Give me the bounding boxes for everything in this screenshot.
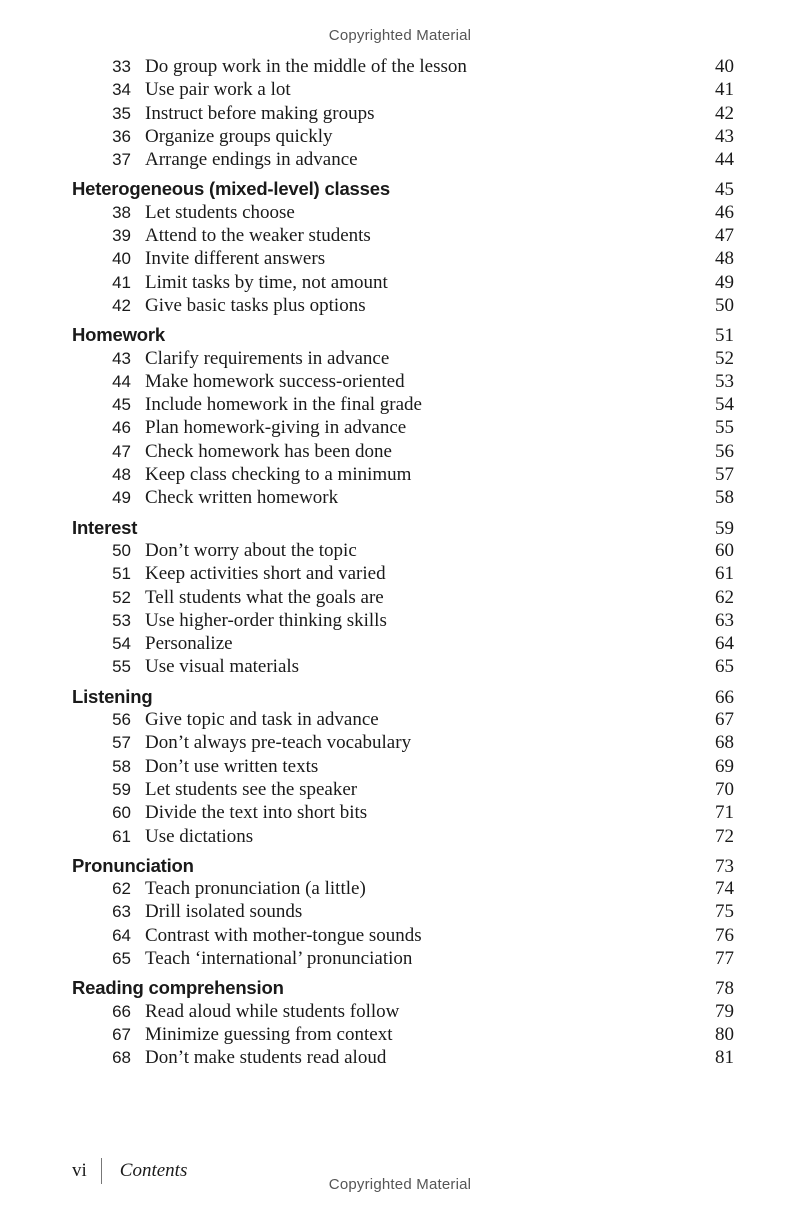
entry-title: Let students choose [145, 201, 295, 223]
entry-page-number: 40 [715, 56, 734, 77]
toc-section-heading [72, 324, 734, 347]
entry-number: 58 [112, 756, 131, 776]
entry-page-number: 62 [715, 586, 734, 608]
entry-page-number: 68 [715, 732, 734, 754]
table-of-contents [72, 56, 734, 1070]
entry-number: 56 [112, 710, 131, 730]
entry-number: 60 [112, 803, 131, 823]
entry-number: 45 [112, 395, 131, 415]
toc-entry [72, 149, 734, 172]
entry-number: 40 [112, 249, 131, 269]
toc-entry [72, 779, 734, 802]
entry-page-number: 81 [715, 1047, 734, 1069]
toc-entry [72, 756, 734, 779]
copyright-watermark-bottom: Copyrighted Material [328, 1176, 472, 1193]
entry-page-number: 55 [715, 417, 734, 439]
section-title: Reading comprehension [72, 977, 284, 999]
entry-title: Drill isolated sounds [145, 901, 303, 923]
entry-title: Let students see the speaker [145, 778, 358, 800]
entry-title: Keep class checking to a minimum [145, 464, 412, 486]
entry-title: Use pair work a lot [145, 79, 291, 101]
toc-entry [72, 464, 734, 487]
entry-title: Teach ‘international’ pronunciation [145, 947, 413, 969]
entry-title: Check written homework [145, 487, 339, 509]
toc-entry [72, 417, 734, 440]
entry-title: Use visual materials [145, 656, 300, 678]
toc-entry [72, 348, 734, 371]
entry-page-number: 56 [715, 440, 734, 462]
entry-title: Divide the text into short bits [145, 802, 368, 824]
entry-title: Clarify requirements in advance [145, 347, 390, 369]
entry-page-number: 52 [715, 347, 734, 369]
entry-title: Make homework success-oriented [145, 370, 405, 392]
entry-page-number: 48 [715, 248, 734, 270]
entry-title: Contrast with mother-tongue sounds [145, 924, 422, 946]
entry-title: Keep activities short and varied [145, 563, 386, 585]
entry-number: 44 [112, 371, 131, 391]
entry-title: Check homework has been done [145, 440, 392, 462]
section-title: Heterogeneous (mixed-level) classes [72, 178, 390, 200]
toc-entry [72, 540, 734, 563]
entry-number: 47 [112, 441, 131, 461]
section-page-number: 66 [715, 686, 734, 708]
entry-number: 59 [112, 779, 131, 799]
entry-number: 51 [112, 564, 131, 584]
toc-entry [72, 79, 734, 102]
entry-number: 39 [112, 226, 131, 246]
toc-entry [72, 610, 734, 633]
entry-title: Plan homework-giving in advance [145, 417, 407, 439]
footer-page-number: vi [72, 1160, 87, 1181]
entry-page-number: 47 [715, 225, 734, 247]
entry-page-number: 71 [715, 802, 734, 824]
toc-section-heading [72, 517, 734, 540]
toc-entry [72, 1047, 734, 1070]
toc-section-heading [72, 178, 734, 201]
entry-title: Don’t always pre-teach vocabulary [145, 732, 412, 754]
section-page-number: 59 [715, 517, 734, 539]
toc-entry [72, 1024, 734, 1047]
entry-title: Include homework in the final grade [145, 394, 422, 416]
entry-page-number: 61 [715, 563, 734, 585]
toc-section-heading [72, 977, 734, 1000]
toc-entry [72, 732, 734, 755]
entry-number: 42 [112, 295, 131, 315]
entry-title: Use dictations [145, 825, 254, 847]
entry-title: Limit tasks by time, not amount [145, 271, 388, 293]
entry-page-number: 70 [715, 778, 734, 800]
toc-entry [72, 103, 734, 126]
toc-entry [72, 563, 734, 586]
entry-number: 33 [112, 57, 131, 76]
toc-entry [72, 878, 734, 901]
entry-page-number: 75 [715, 901, 734, 923]
entry-number: 68 [112, 1048, 131, 1068]
entry-number: 43 [112, 348, 131, 368]
section-title: Interest [72, 516, 138, 538]
entry-number: 38 [112, 202, 131, 222]
entry-title: Organize groups quickly [145, 125, 333, 147]
entry-page-number: 44 [715, 149, 734, 171]
entry-number: 53 [112, 610, 131, 630]
entry-page-number: 63 [715, 609, 734, 631]
copyright-watermark-top: Copyrighted Material [328, 27, 472, 44]
entry-number: 49 [112, 488, 131, 508]
toc-entry [72, 126, 734, 149]
entry-page-number: 49 [715, 271, 734, 293]
toc-entry [72, 709, 734, 732]
entry-page-number: 57 [715, 464, 734, 486]
entry-page-number: 42 [715, 102, 734, 124]
toc-entry [72, 394, 734, 417]
entry-number: 66 [112, 1001, 131, 1021]
toc-entry [72, 948, 734, 971]
entry-number: 55 [112, 657, 131, 677]
entry-number: 61 [112, 826, 131, 846]
toc-section-heading [72, 855, 734, 878]
entry-number: 65 [112, 948, 131, 968]
toc-entry [72, 295, 734, 318]
toc-section-heading [72, 686, 734, 709]
entry-title: Arrange endings in advance [145, 149, 358, 171]
entry-title: Give basic tasks plus options [145, 294, 366, 316]
toc-entry [72, 656, 734, 679]
entry-page-number: 43 [715, 125, 734, 147]
entry-page-number: 65 [715, 656, 734, 678]
entry-page-number: 72 [715, 825, 734, 847]
entry-number: 46 [112, 418, 131, 438]
toc-entry [72, 56, 734, 79]
section-page-number: 78 [715, 978, 734, 1000]
toc-entry [72, 487, 734, 510]
entry-number: 50 [112, 540, 131, 560]
entry-title: Don’t make students read aloud [145, 1047, 387, 1069]
entry-number: 54 [112, 634, 131, 654]
entry-number: 36 [112, 126, 131, 146]
section-title: Homework [72, 324, 165, 346]
entry-title: Tell students what the goals are [145, 586, 384, 608]
entry-number: 35 [112, 103, 131, 123]
entry-title: Don’t use written texts [145, 755, 319, 777]
entry-page-number: 77 [715, 947, 734, 969]
entry-title: Instruct before making groups [145, 102, 375, 124]
entry-number: 63 [112, 902, 131, 922]
entry-page-number: 64 [715, 633, 734, 655]
entry-number: 52 [112, 587, 131, 607]
entry-page-number: 67 [715, 709, 734, 731]
entry-number: 37 [112, 150, 131, 170]
entry-page-number: 69 [715, 755, 734, 777]
section-page-number: 45 [715, 179, 734, 201]
toc-entry [72, 901, 734, 924]
entry-number: 64 [112, 925, 131, 945]
toc-entry [72, 248, 734, 271]
entry-page-number: 53 [715, 370, 734, 392]
entry-title: Read aloud while students follow [145, 1000, 400, 1022]
entry-page-number: 80 [715, 1023, 734, 1045]
entry-page-number: 58 [715, 487, 734, 509]
entry-title: Use higher-order thinking skills [145, 609, 387, 631]
toc-entry [72, 1001, 734, 1024]
toc-entry [72, 371, 734, 394]
entry-title: Personalize [145, 633, 233, 655]
entry-page-number: 79 [715, 1000, 734, 1022]
entry-page-number: 74 [715, 878, 734, 900]
entry-page-number: 54 [715, 394, 734, 416]
entry-title: Invite different answers [145, 248, 326, 270]
section-page-number: 51 [715, 325, 734, 347]
toc-entry [72, 272, 734, 295]
section-title: Listening [72, 685, 153, 707]
entry-page-number: 76 [715, 924, 734, 946]
section-title: Pronunciation [72, 854, 194, 876]
toc-entry [72, 633, 734, 656]
entry-page-number: 50 [715, 294, 734, 316]
entry-number: 62 [112, 879, 131, 899]
toc-entry [72, 826, 734, 849]
entry-title: Don’t worry about the topic [145, 539, 357, 561]
entry-number: 48 [112, 465, 131, 485]
toc-entry [72, 202, 734, 225]
entry-number: 67 [112, 1024, 131, 1044]
toc-entry [72, 441, 734, 464]
section-page-number: 73 [715, 855, 734, 877]
toc-entry [72, 925, 734, 948]
entry-number: 34 [112, 80, 131, 100]
entry-title: Do group work in the middle of the lesson [145, 56, 467, 77]
entry-page-number: 60 [715, 539, 734, 561]
footer-running-title: Contents [119, 1160, 188, 1181]
entry-number: 57 [112, 733, 131, 753]
toc-entry [72, 802, 734, 825]
entry-title: Give topic and task in advance [145, 709, 379, 731]
toc-entry [72, 225, 734, 248]
entry-page-number: 46 [715, 201, 734, 223]
entry-number: 41 [112, 272, 131, 292]
entry-title: Minimize guessing from context [145, 1023, 393, 1045]
entry-page-number: 41 [715, 79, 734, 101]
entry-title: Teach pronunciation (a little) [145, 878, 366, 900]
toc-entry [72, 587, 734, 610]
entry-title: Attend to the weaker students [145, 225, 371, 247]
